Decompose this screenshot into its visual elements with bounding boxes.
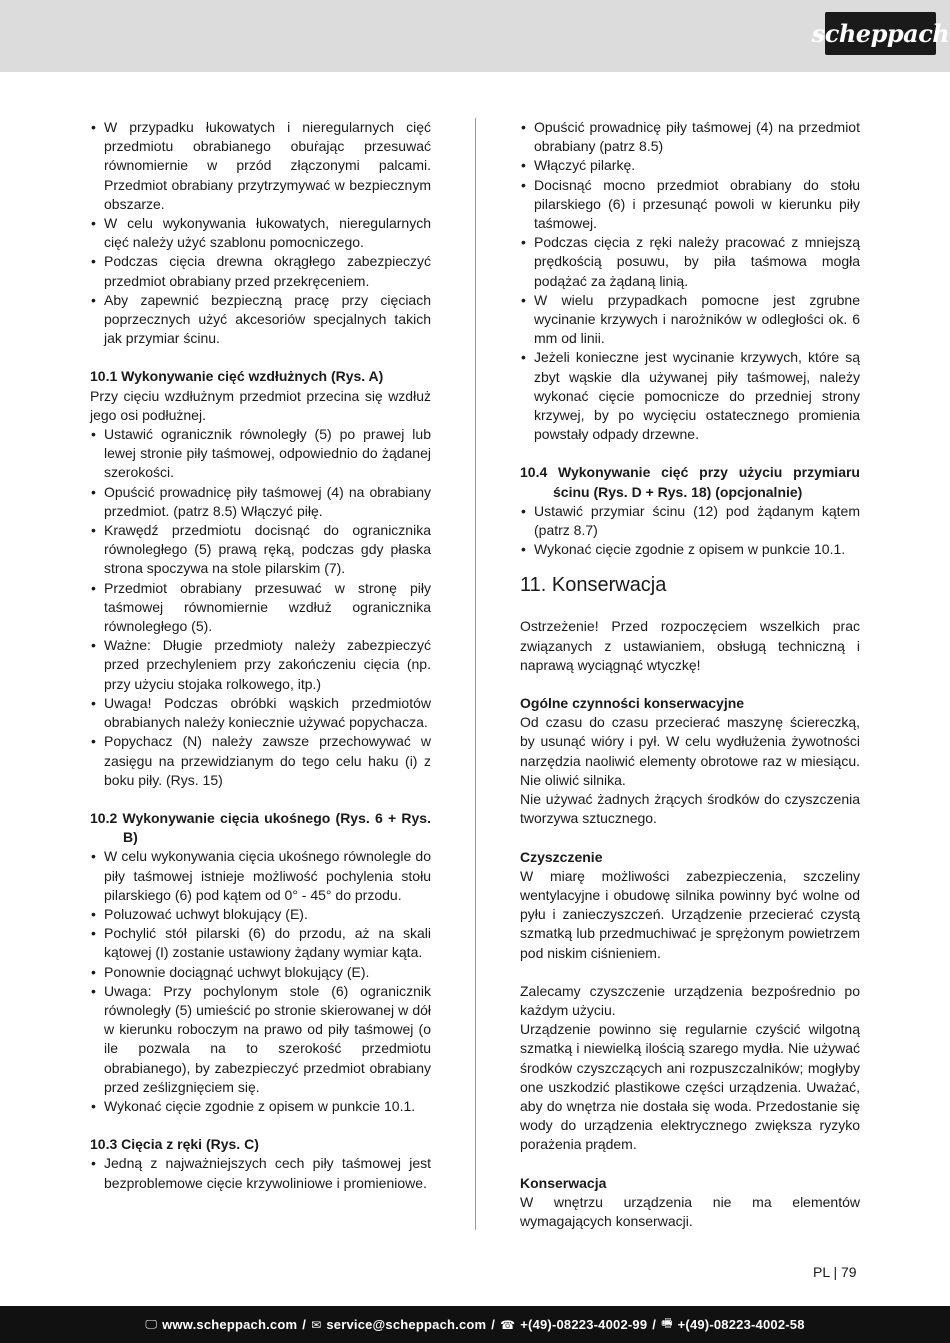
list-item: • Jeżeli konieczne jest wycinanie krzywych, które są zbyt wąskie dla używanej piły taśmowej, należy wykonać cięcie pomocnicze do przedniej strony krzywej, by po wycięciu ostatecznego promienia powstały odpady drzewne.	[520, 348, 860, 444]
footer-fax: +(49)-08223-4002-58	[677, 1317, 805, 1332]
list-item: • Aby zapewnić bezpieczną pracę przy cięciach poprzecznych użyć akcesoriów specjalnych takich jak przymiar ścinu.	[90, 291, 431, 349]
left-column	[90, 118, 431, 1193]
footer-separator: /	[652, 1317, 657, 1332]
list-item: • Ponownie dociągnąć uchwyt blokujący (E).	[90, 963, 431, 982]
list-item: • Krawędź przedmiotu docisnąć do ogranicznika równoległego (5) prawą ręką, podczas gdy płaska strona spoczywa na stole pilarskim (7).	[90, 521, 431, 579]
list-item: • Ustawić ogranicznik równoległy (5) po prawej lub lewej stronie piły taśmowej, odpowiednio do żądanej szerokości.	[90, 425, 431, 483]
list-item: • Ważne: Długie przedmioty należy zabezpieczyć przed przechyleniem przy zakończeniu cięcia (np. przy użyciu stojaka rolkowego, itp.)	[90, 636, 431, 694]
section-text: Przy cięciu wzdłużnym przedmiot przecina się wzdłuż jego osi podłużnej.	[90, 387, 431, 423]
chapter-heading-11: 11. Konserwacja	[520, 574, 667, 597]
fax-icon: 🖷	[661, 1316, 673, 1330]
footer-separator: /	[491, 1317, 496, 1332]
list-item: • Przedmiot obrabiany przesuwać w stronę piły taśmowej równomiernie wzdłuż ogranicznika równoległego (5).	[90, 579, 431, 637]
list-item: • Uwaga! Podczas obróbki wąskich przedmiotów obrabianych należy koniecznie używać popychacza.	[90, 694, 431, 732]
header-band	[0, 0, 950, 72]
phone-icon: ☎	[500, 1317, 516, 1332]
mail-icon: ✉	[311, 1317, 322, 1332]
footer-email[interactable]: service@scheppach.com	[326, 1317, 487, 1332]
section-heading-10-3: 10.3 Cięcia z ręki (Rys. C)	[90, 1136, 259, 1153]
list-item: • Opuścić prowadnicę piły taśmowej (4) na obrabiany przedmiot. (patrz 8.5) Włączyć piłę.	[90, 483, 431, 521]
paragraph: Od czasu do czasu przecierać maszynę ściereczką, by usunąć wióry i pył. W celu wydłużenia żywotności narzędzia naoliwić elementy obrotowe raz w miesiącu. Nie oliwić silnika.	[520, 714, 860, 788]
list-item: • Ustawić przymiar ścinu (12) pod żądanym kątem (patrz 8.7)	[520, 502, 860, 540]
list-item: • Jedną z najważniejszych cech piły taśmowej jest bezproblemowe cięcie krzywoliniowe i promieniowe.	[90, 1154, 431, 1192]
scheppach-logo	[811, 12, 950, 55]
list-item: • Opuścić prowadnicę piły taśmowej (4) na przedmiot obrabiany (patrz 8.5)	[520, 118, 860, 156]
page-number: PL | 79	[813, 1264, 857, 1280]
list-item: • W przypadku łukowatych i nieregularnych cięć przedmiotu obrabianego obuṙając przesuwać równomiernie w przód złączonymi palcami. Przedmiot obrabiany przytrzymywać w bezpiecznym obszarze.	[90, 118, 431, 214]
paragraph: W wnętrzu urządzenia nie ma elementów wymagających konserwacji.	[520, 1193, 860, 1229]
list-item: • Poluzować uchwyt blokujący (E).	[90, 905, 431, 924]
list-item: • W celu wykonywania łukowatych, nieregularnych cięć należy użyć szablonu pomocniczego.	[90, 214, 431, 252]
subheading-cleaning: Czyszczenie	[520, 848, 603, 865]
logo-text: scheppach	[811, 19, 950, 48]
right-column	[520, 118, 860, 1231]
list-item: • W wielu przypadkach pomocne jest zgrubne wycinanie krzywych i narożników w odległości ok. 6 mm od linii.	[520, 291, 860, 349]
footer-separator: /	[302, 1317, 307, 1332]
paragraph: Urządzenie powinno się regularnie czyścić wilgotną szmatką i niewielką ilością szarego mydła. Nie używać środków czyszczących ani rozpuszczalników; mogłyby one uszkodzić plastikowe części urządzenia. Uważać, aby do wnętrza nie dostała się woda. Przedostanie się wody do urządzenia elektrycznego zwiększa ryzyko porażenia prądem.	[520, 1021, 860, 1153]
warning-text: Ostrzeżenie! Przed rozpoczęciem wszelkich prac związanych z ustawianiem, obsługą techniczną i naprawą wyciągnąć wtyczkę!	[520, 618, 860, 673]
list-item: • Wykonać cięcie zgodnie z opisem w punkcie 10.1.	[520, 540, 860, 559]
subheading-general: Ogólne czynności konserwacyjne	[520, 695, 745, 712]
section-heading-10-1: 10.1 Wykonywanie cięć wzdłużnych (Rys. A)	[90, 368, 384, 385]
paragraph: W miarę możliwości zabezpieczenia, szczeliny wentylacyjne i obudowę silnika powinny być wolne od pyłu i zanieczyszczeń. Urządzenie przecierać czystą szmatką lub przedmuchiwać je sprężonym powietrzem pod niskim ciśnieniem.	[520, 867, 860, 961]
list-item: • Podczas cięcia drewna okrągłego zabezpieczyć przedmiot obrabiany przed przekręceniem.	[90, 252, 431, 290]
section-heading-10-2: 10.2 Wykonywanie cięcia ukośnego (Rys. 6 + Rys. B)	[90, 809, 431, 846]
column-divider	[475, 118, 476, 1230]
list-item: • Docisnąć mocno przedmiot obrabiany do stołu pilarskiego (6) i przesunąć powoli w kierunku piły taśmowej.	[520, 176, 860, 234]
footer-phone: +(49)-08223-4002-99	[520, 1317, 648, 1332]
list-item: • Włączyć pilarkę.	[520, 156, 860, 175]
list-item: • Pochylić stół pilarski (6) do przodu, aż na skali kątowej (I) zostanie ustawiony żądany wymiar kąta.	[90, 924, 431, 962]
monitor-icon: 🖵	[145, 1317, 158, 1331]
list-item: • Uwaga: Przy pochylonym stole (6) ogranicznik równoległy (5) umieścić po stronie skierowanej w dół w kierunku roboczym na prawo od piły taśmowej (o ile pozwala na to szerokość przedmiotu obrabianego), by zabezpieczyć przedmiot obrabiany przed ześlizgnięciem się.	[90, 982, 431, 1097]
footer-bar	[0, 1306, 950, 1343]
list-item: • Wykonać cięcie zgodnie z opisem w punkcie 10.1.	[90, 1097, 431, 1116]
paragraph: Zalecamy czyszczenie urządzenia bezpośrednio po każdym użyciu.	[520, 982, 860, 1018]
section-heading-10-4: 10.4 Wykonywanie cięć przy użyciu przymiaru ścinu (Rys. D + Rys. 18) (opcjonalnie)	[520, 464, 860, 500]
list-item: • Podczas cięcia z ręki należy pracować z mniejszą prędkością posuwu, by piła taśmowa mogła podążać za żądaną linią.	[520, 233, 860, 291]
paragraph: Nie używać żadnych żrących środków do czyszczenia tworzywa sztucznego.	[520, 791, 860, 827]
list-item: • Popychacz (N) należy zawsze przechowywać w zasięgu na przewidzianym do tego celu haku (i) z boku piły. (Rys. 15)	[90, 732, 431, 790]
footer-website[interactable]: www.scheppach.com	[162, 1317, 298, 1332]
subheading-maintenance: Konserwacja	[520, 1174, 607, 1191]
list-item: • W celu wykonywania cięcia ukośnego równolegle do piły taśmowej istnieje możliwość pochylenia stołu pilarskiego (6) pod kątem od 0° - 45° do przodu.	[90, 847, 431, 905]
